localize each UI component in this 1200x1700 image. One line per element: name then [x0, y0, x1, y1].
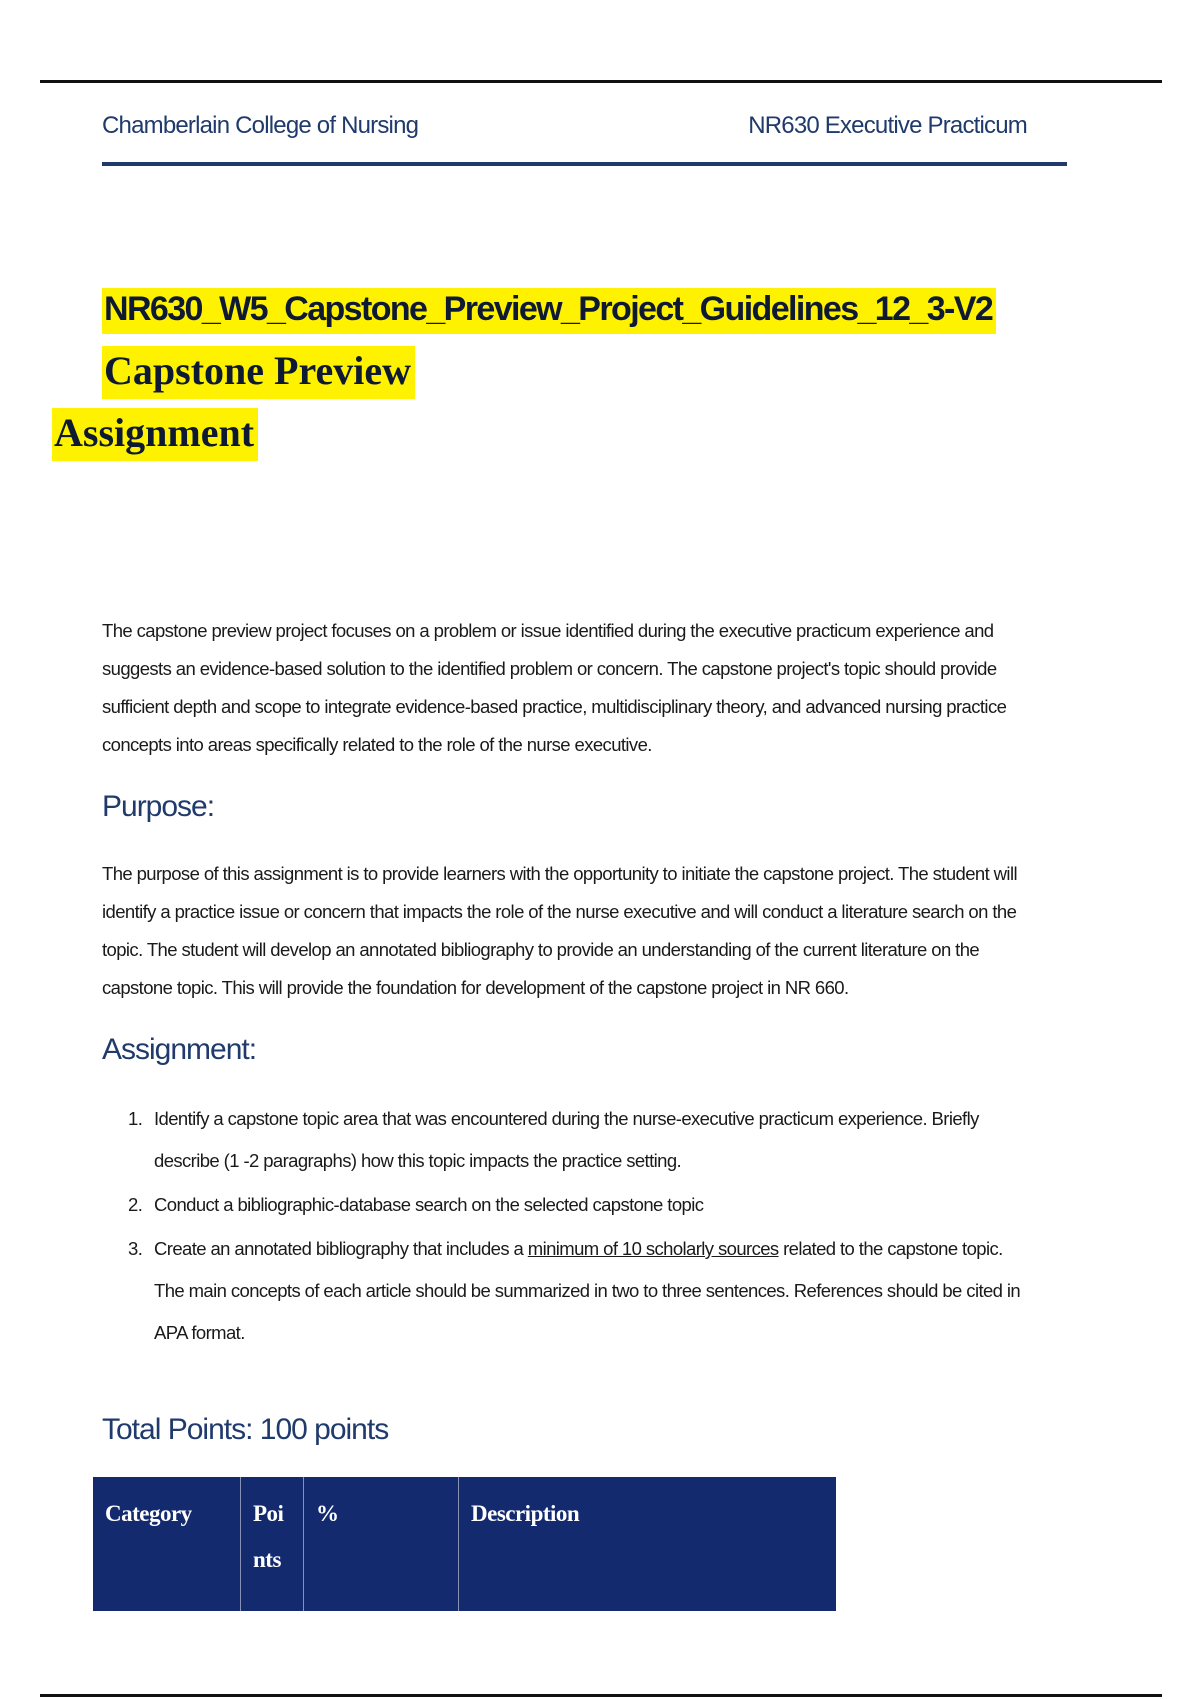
course-name: NR630 Executive Practicum [748, 112, 1027, 139]
document-header [102, 104, 1067, 166]
column-header-category: Category [93, 1477, 241, 1611]
purpose-heading: Purpose: [102, 790, 215, 823]
document-title [52, 276, 1052, 464]
column-header-description: Description [471, 1501, 580, 1526]
list-item [102, 1098, 1022, 1182]
rubric-table [93, 1477, 836, 1611]
title-part-1: Capstone Preview [102, 346, 415, 399]
list-item-text-start: Create an annotated bibliography that includes a [154, 1238, 528, 1259]
list-item-text: Conduct a bibliographic-database search on the selected capstone topic [154, 1194, 704, 1215]
institution-name: Chamberlain College of Nursing [102, 112, 419, 139]
intro-paragraph: The capstone preview project focuses on a problem or issue identified during the executive practicum experience and suggests an evidence-based solution to the identified problem or concern. The capstone project's topic should provide sufficient depth and scope to integrate evidence-based practice, multidisciplinary theory, and advanced nursing practice concepts into areas specifically related to the role of the nurse executive. [102, 620, 1007, 755]
assignment-list [102, 1098, 1022, 1356]
total-points-heading: Total Points: 100 points [102, 1413, 389, 1446]
bottom-page-rule [40, 1694, 1162, 1697]
list-item-number: 2. [128, 1194, 143, 1215]
underlined-requirement: minimum of 10 scholarly sources [527, 1238, 779, 1259]
purpose-paragraph: The purpose of this assignment is to provide learners with the opportunity to initiate the capstone project. The student will identify a practice issue or concern that impacts the role of the nurse executive and will conduct a literature search on the topic. The student will develop an annotated bibliography to provide an understanding of the current literature on the capstone topic. This will provide the foundation for development of the capstone project in NR 660. [102, 863, 1017, 998]
list-item [102, 1228, 1022, 1354]
top-page-rule [40, 80, 1162, 83]
assignment-heading: Assignment: [102, 1033, 257, 1066]
list-item-number: 3. [128, 1238, 143, 1259]
title-part-2: Assignment [52, 408, 258, 461]
title-filename: NR630_W5_Capstone_Preview_Project_Guidelines_12_3-V2 [102, 288, 996, 334]
list-item [102, 1184, 1022, 1226]
list-item-text: Identify a capstone topic area that was encountered during the nurse-executive practicum experience. Briefly describe (1 -2 paragraphs) how this topic impacts the practice setting. [154, 1108, 979, 1171]
column-header-points: Points [241, 1477, 304, 1611]
column-header-percent: % [304, 1477, 459, 1611]
list-item-number: 1. [128, 1108, 143, 1129]
rubric-header-row [93, 1477, 836, 1611]
list-item-text-end: related to the capstone topic. The main concepts of each article should be summarized in two to three sentences. References should be cited in APA format. [154, 1238, 1021, 1343]
